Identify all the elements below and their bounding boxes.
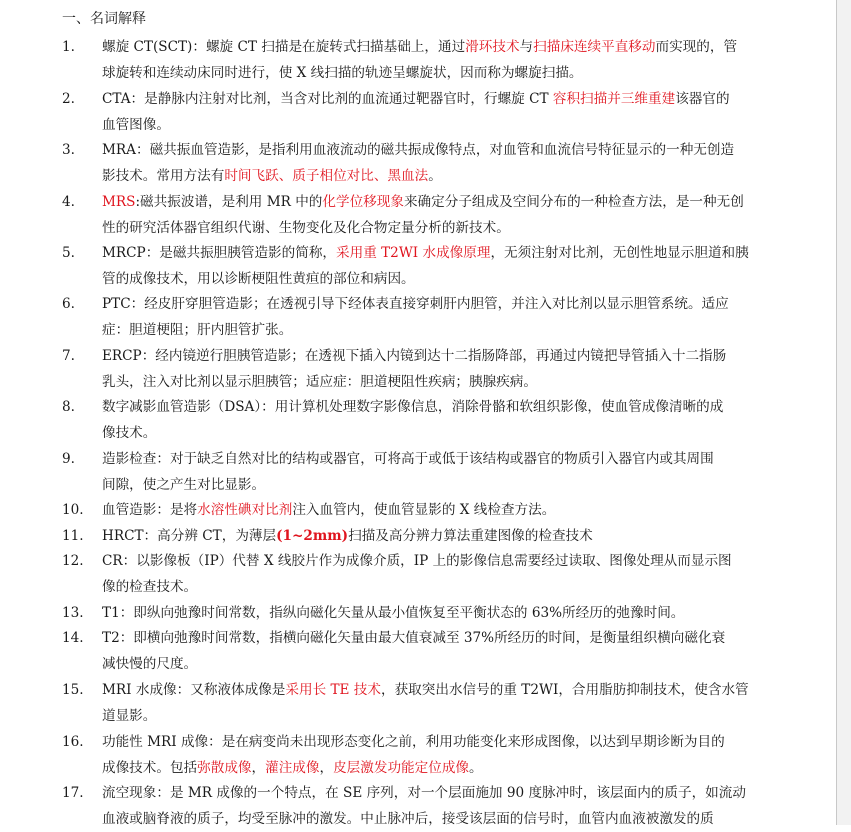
text-run: 数字减影血管造影（DSA）：用计算机处理数字影像信息，消除骨骼和软组织影像，使血管成像清晰的成 [102, 399, 724, 415]
text-run: HRCT：高分辨 CT，为薄层 [102, 528, 277, 544]
text-run: 道显影。 [102, 708, 157, 724]
item-number: 13. [62, 605, 84, 621]
text-line [102, 112, 782, 138]
item-text [102, 240, 782, 292]
list-item [62, 446, 782, 498]
text-line [102, 60, 782, 86]
text-run: 减快慢的尺度。 [102, 656, 198, 672]
item-text [102, 343, 782, 395]
highlighted-text: 水溶性碘对比剂 [197, 502, 293, 518]
item-number: 5. [62, 245, 75, 261]
list-item [62, 394, 782, 446]
text-line [102, 625, 782, 651]
text-run: 与 [519, 39, 534, 55]
list-item [62, 86, 782, 138]
list-item [62, 523, 782, 549]
text-run: 血液或脑脊液的质子，均受至脉冲的激发。中止脉冲后，接受该层面的信号时，血管内血液被激发的质 [102, 811, 714, 827]
text-run: 像技术。 [102, 425, 157, 441]
text-run: 血管造影：是将 [102, 502, 198, 518]
item-text [102, 729, 782, 781]
text-run: 管的成像技术，用以诊断梗阻性黄疸的部位和病因。 [102, 271, 415, 287]
text-run: 症：胆道梗阻；肝内胆管扩张。 [102, 322, 293, 338]
text-run: CR：以影像板（IP）代替 X 线胶片作为成像介质，IP 上的影像信息需要经过读取、图像处理从而显示图 [102, 553, 732, 569]
text-line [102, 137, 782, 163]
text-line [102, 574, 782, 600]
item-number: 16. [62, 734, 84, 750]
item-number: 17. [62, 785, 84, 801]
text-line [102, 215, 782, 241]
list-item [62, 677, 782, 729]
text-run: 来确定分子组成及空间分布的一种检查方法，是一种无创 [403, 194, 744, 210]
item-number: 2. [62, 91, 75, 107]
item-number: 9. [62, 451, 75, 467]
text-line [102, 266, 782, 292]
section-title: 一、名词解释 [62, 11, 146, 27]
item-text [102, 34, 782, 86]
list-item [62, 189, 782, 241]
text-run: PTC：经皮肝穿胆管造影；在透视引导下经体表直接穿刺肝内胆管，并注入对比剂以显示胆管系统。适应 [102, 296, 729, 312]
text-line [102, 446, 782, 472]
item-number: 3. [62, 142, 75, 158]
highlighted-text: MRS [102, 194, 136, 210]
item-text [102, 677, 782, 729]
text-run: 造影检查：对于缺乏自然对比的结构或器官，可将高于或低于该结构或器官的物质引入器官内或其周围 [102, 451, 714, 467]
list-item [62, 729, 782, 781]
text-line [102, 472, 782, 498]
page-edge-shade [837, 0, 851, 825]
highlighted-text: (1~2mm) [276, 528, 349, 544]
list-item [62, 548, 782, 600]
item-number: 6. [62, 296, 75, 312]
text-line [102, 86, 782, 112]
highlighted-text: 化学位移现象 [322, 194, 404, 210]
text-run: T1：即纵向弛豫时间常数，指纵向磁化矢量从最小值恢复至平衡状态的 63%所经历的弛豫时间。 [102, 605, 685, 621]
text-line [102, 240, 782, 266]
text-line [102, 34, 782, 60]
text-run: 乳头，注入对比剂以显示胆胰管；适应症：胆道梗阻性疾病；胰腺疾病。 [102, 374, 537, 390]
item-text [102, 780, 782, 832]
item-text [102, 497, 782, 523]
list-item [62, 291, 782, 343]
list-item [62, 34, 782, 86]
text-line [102, 806, 782, 832]
text-line [102, 677, 782, 703]
highlighted-text: 容积扫描并三维重建 [552, 91, 676, 107]
item-number: 7. [62, 348, 75, 364]
text-run: ， [251, 760, 266, 776]
text-run: 性的研究活体器官组织代谢、生物变化及化合物定量分析的新技术。 [102, 220, 510, 236]
text-line [102, 163, 782, 189]
text-run: 螺旋 CT(SCT)：螺旋 CT 扫描是在旋转式扫描基础上，通过 [102, 39, 466, 55]
text-run: 注入血管内，使血管显影的 X 线检查方法。 [292, 502, 556, 518]
highlighted-text: 灌注成像 [265, 760, 320, 776]
text-run: 像的检查技术。 [102, 579, 198, 595]
list-item [62, 600, 782, 626]
text-line [102, 394, 782, 420]
highlighted-text: 采用重 T2WI 水成像原理 [336, 245, 491, 261]
text-run: ， [319, 760, 334, 776]
text-run: 流空现象：是 MR 成像的一个特点，在 SE 序列，对一个层面施加 90 度脉冲时，该层面内的质子，如流动 [102, 785, 746, 801]
text-run: ，无须注射对比剂，无创性地显示胆道和胰 [490, 245, 749, 261]
text-run: T2：即横向弛豫时间常数，指横向磁化矢量由最大值衰减至 37%所经历的时间，是衡量组织横向磁化衰 [102, 630, 726, 646]
highlighted-text: 扫描床连续平直移动 [533, 39, 656, 55]
item-number: 8. [62, 399, 75, 415]
item-text [102, 86, 782, 138]
item-number: 15. [62, 682, 84, 698]
list-item [62, 780, 782, 832]
text-line [102, 523, 782, 549]
highlighted-text: 采用长 TE 技术 [285, 682, 381, 698]
text-run: 该器官的 [675, 91, 730, 107]
text-line [102, 291, 782, 317]
text-run: MRA：磁共振血管造影，是指利用血液流动的磁共振成像特点，对血管和血流信号特征显示的一种无创造 [102, 142, 735, 158]
text-run: ERCP：经内镜逆行胆胰管造影；在透视下插入内镜到达十二指肠降部，再通过内镜把导管插入十二指肠 [102, 348, 727, 364]
text-line [102, 189, 782, 215]
text-run: MRCP：是磁共振胆胰管造影的简称， [102, 245, 337, 261]
text-line [102, 343, 782, 369]
item-text [102, 625, 782, 677]
text-run: MRI 水成像：又称液体成像是 [102, 682, 286, 698]
text-line [102, 317, 782, 343]
item-text [102, 137, 782, 189]
item-number: 1. [62, 39, 75, 55]
item-text [102, 548, 782, 600]
text-run: :磁共振波谱，是利用 MR 中的 [135, 194, 323, 210]
highlighted-text: 皮层激发功能定位成像 [333, 760, 470, 776]
text-run: 间隙，使之产生对比显影。 [102, 477, 266, 493]
item-text [102, 394, 782, 446]
text-run: 。 [428, 168, 442, 184]
text-run: 成像技术。包括 [102, 760, 198, 776]
item-text [102, 291, 782, 343]
text-line [102, 780, 782, 806]
page-edge-rule [836, 0, 837, 825]
item-number: 12. [62, 553, 84, 569]
text-run: ，获取突出水信号的重 T2WI，合用脂肪抑制技术，使含水管 [381, 682, 749, 698]
text-run: 球旋转和连续动床同时进行，使 X 线扫描的轨迹呈螺旋状，因而称为螺旋扫描。 [102, 65, 583, 81]
text-line [102, 369, 782, 395]
text-line [102, 729, 782, 755]
text-line [102, 651, 782, 677]
text-run: CTA：是静脉内注射对比剂，当含对比剂的血流通过靶器官时，行螺旋 CT [102, 91, 553, 107]
text-line [102, 420, 782, 446]
text-line [102, 703, 782, 729]
text-run: 而实现的，管 [655, 39, 738, 55]
list-item [62, 497, 782, 523]
text-run: 影技术。常用方法有 [102, 168, 225, 184]
text-run: 。 [469, 760, 483, 776]
item-text [102, 523, 782, 549]
list-item [62, 625, 782, 677]
text-run: 扫描及高分辨力算法重建图像的检查技术 [348, 528, 593, 544]
highlighted-text: 弥散成像 [197, 760, 252, 776]
item-number: 14. [62, 630, 84, 646]
item-text [102, 600, 782, 626]
text-run: 血管图像。 [102, 117, 170, 133]
item-number: 10. [62, 502, 84, 518]
list-item [62, 137, 782, 189]
text-line [102, 600, 782, 626]
text-run: 功能性 MRI 成像：是在病变尚未出现形态变化之前，利用功能变化来形成图像，以达到早期诊断为目的 [102, 734, 725, 750]
text-line [102, 755, 782, 781]
highlighted-text: 滑环技术 [465, 39, 520, 55]
list-item [62, 240, 782, 292]
highlighted-text: 时间飞跃、质子相位对比、黑血法 [224, 168, 429, 184]
item-number: 4. [62, 194, 75, 210]
item-number: 11. [62, 528, 84, 544]
text-line [102, 497, 782, 523]
item-text [102, 446, 782, 498]
list-item [62, 343, 782, 395]
item-text [102, 189, 782, 241]
text-line [102, 548, 782, 574]
